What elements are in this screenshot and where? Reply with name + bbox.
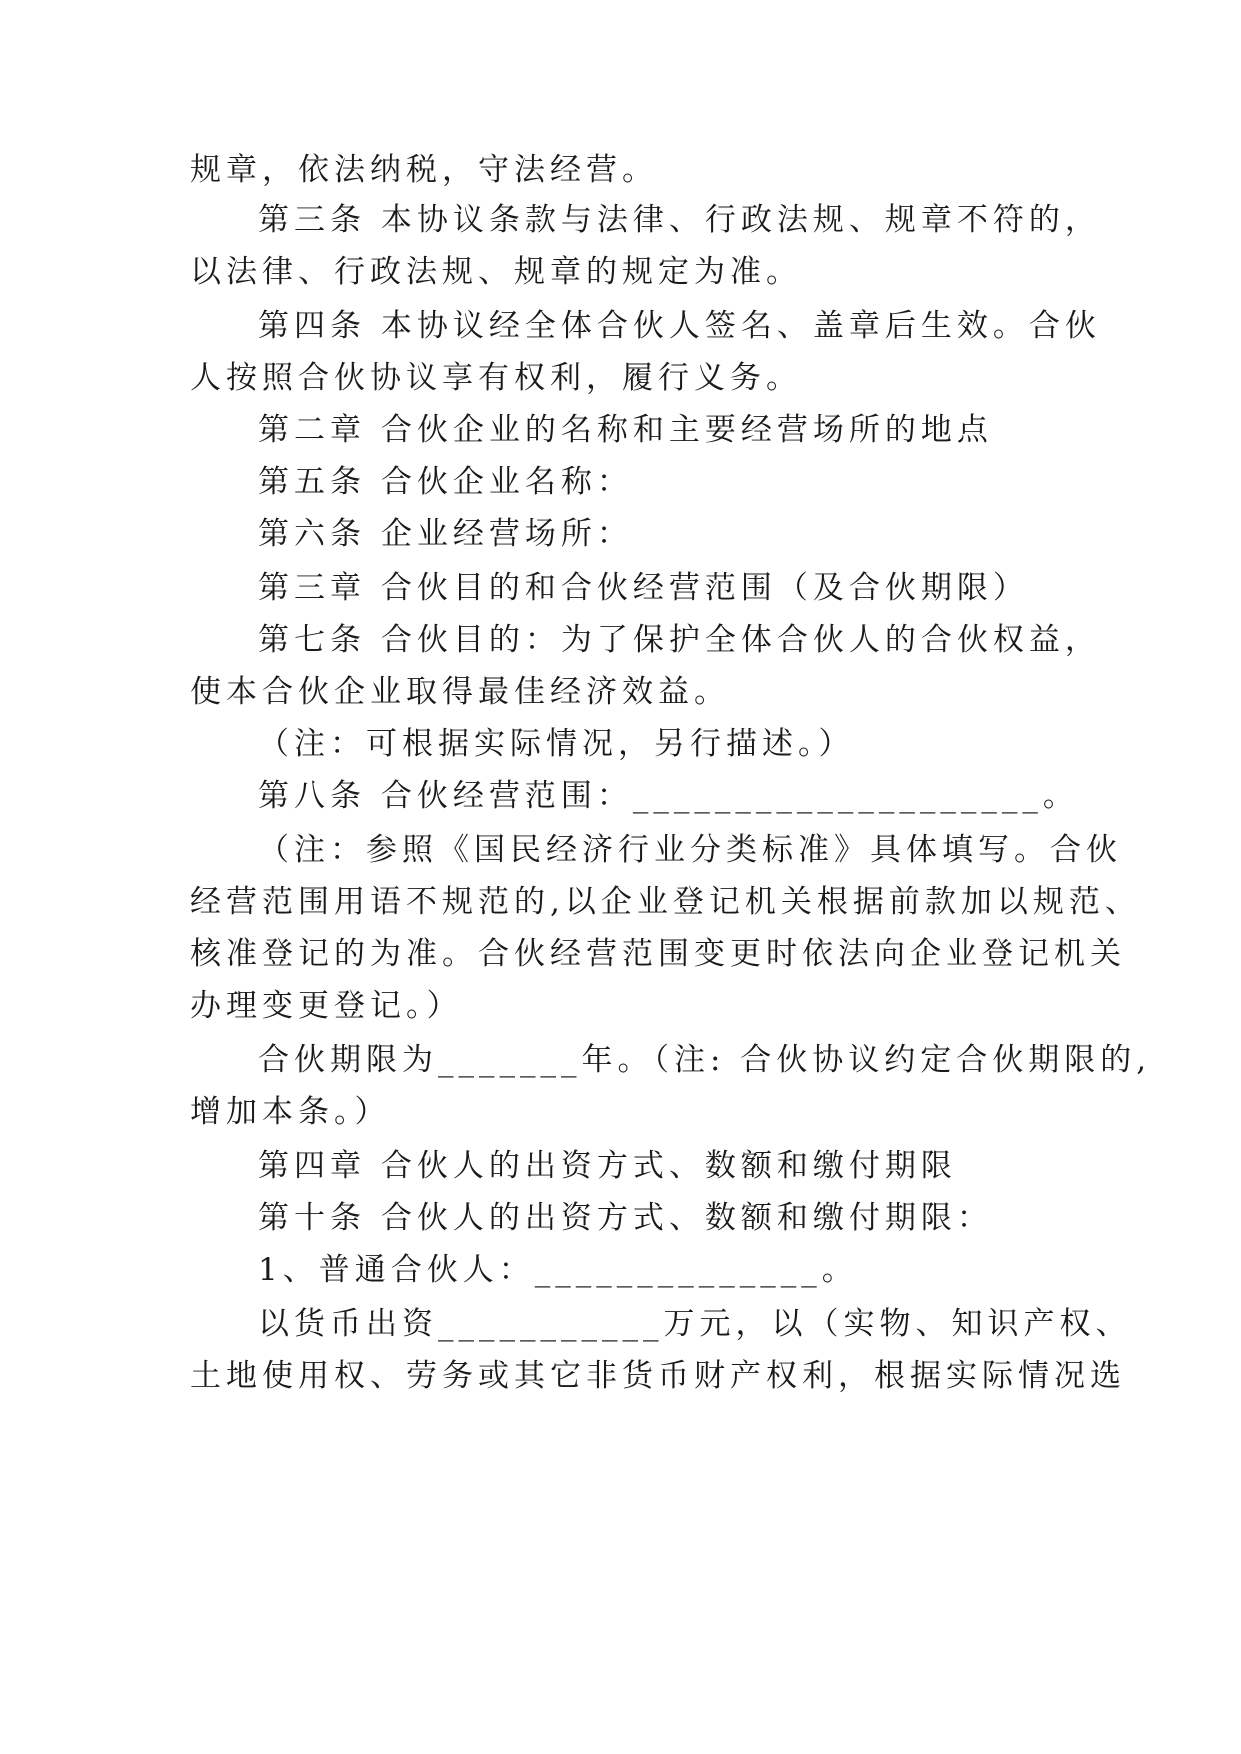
chapter-3-heading: 第三章 合伙目的和合伙经营范围（及合伙期限） bbox=[258, 570, 1029, 606]
text-line: 土地使用权、劳务或其它非货币财产权利，根据实际情况选 bbox=[190, 1358, 1126, 1394]
text-line: 规章，依法纳税，守法经营。 bbox=[190, 152, 658, 188]
text-line: 经营范围用语不规范的,以企业登记机关根据前款加以规范、 bbox=[190, 884, 1141, 920]
article-10: 第十条 合伙人的出资方式、数额和缴付期限： bbox=[258, 1200, 993, 1236]
chapter-2-heading: 第二章 合伙企业的名称和主要经营场所的地点 bbox=[258, 412, 993, 448]
text-line: 以法律、行政法规、规章的规定为准。 bbox=[190, 254, 802, 290]
article-5: 第五条 合伙企业名称： bbox=[258, 464, 633, 500]
article-6: 第六条 企业经营场所： bbox=[258, 516, 633, 552]
text-line: 增加本条。） bbox=[190, 1094, 391, 1130]
article-4: 第四条 本协议经全体合伙人签名、盖章后生效。合伙 bbox=[258, 308, 1101, 344]
article-7: 第七条 合伙目的：为了保护全体合伙人的合伙权益， bbox=[258, 622, 1101, 658]
text-line: 核准登记的为准。合伙经营范围变更时依法向企业登记机关 bbox=[190, 936, 1126, 972]
text-line: 人按照合伙协议享有权利，履行义务。 bbox=[190, 360, 802, 396]
chapter-4-heading: 第四章 合伙人的出资方式、数额和缴付期限 bbox=[258, 1148, 957, 1184]
partnership-term: 合伙期限为_______年。（注: 合伙协议约定合伙期限的, bbox=[258, 1042, 1152, 1078]
article-3: 第三条 本协议条款与法律、行政法规、规章不符的， bbox=[258, 202, 1101, 238]
general-partner-line: 1、普通合伙人：______________。 bbox=[258, 1252, 858, 1288]
text-line: 办理变更登记。） bbox=[190, 988, 463, 1024]
note: （注：参照《国民经济行业分类标准》具体填写。合伙 bbox=[258, 832, 1122, 868]
note: （注：可根据实际情况，另行描述。） bbox=[258, 726, 855, 762]
text-line: 使本合伙企业取得最佳经济效益。 bbox=[190, 674, 730, 710]
article-8: 第八条 合伙经营范围：____________________。 bbox=[258, 778, 1079, 814]
capital-contribution-line: 以货币出资___________万元，以（实物、知识产权、 bbox=[258, 1306, 1132, 1342]
